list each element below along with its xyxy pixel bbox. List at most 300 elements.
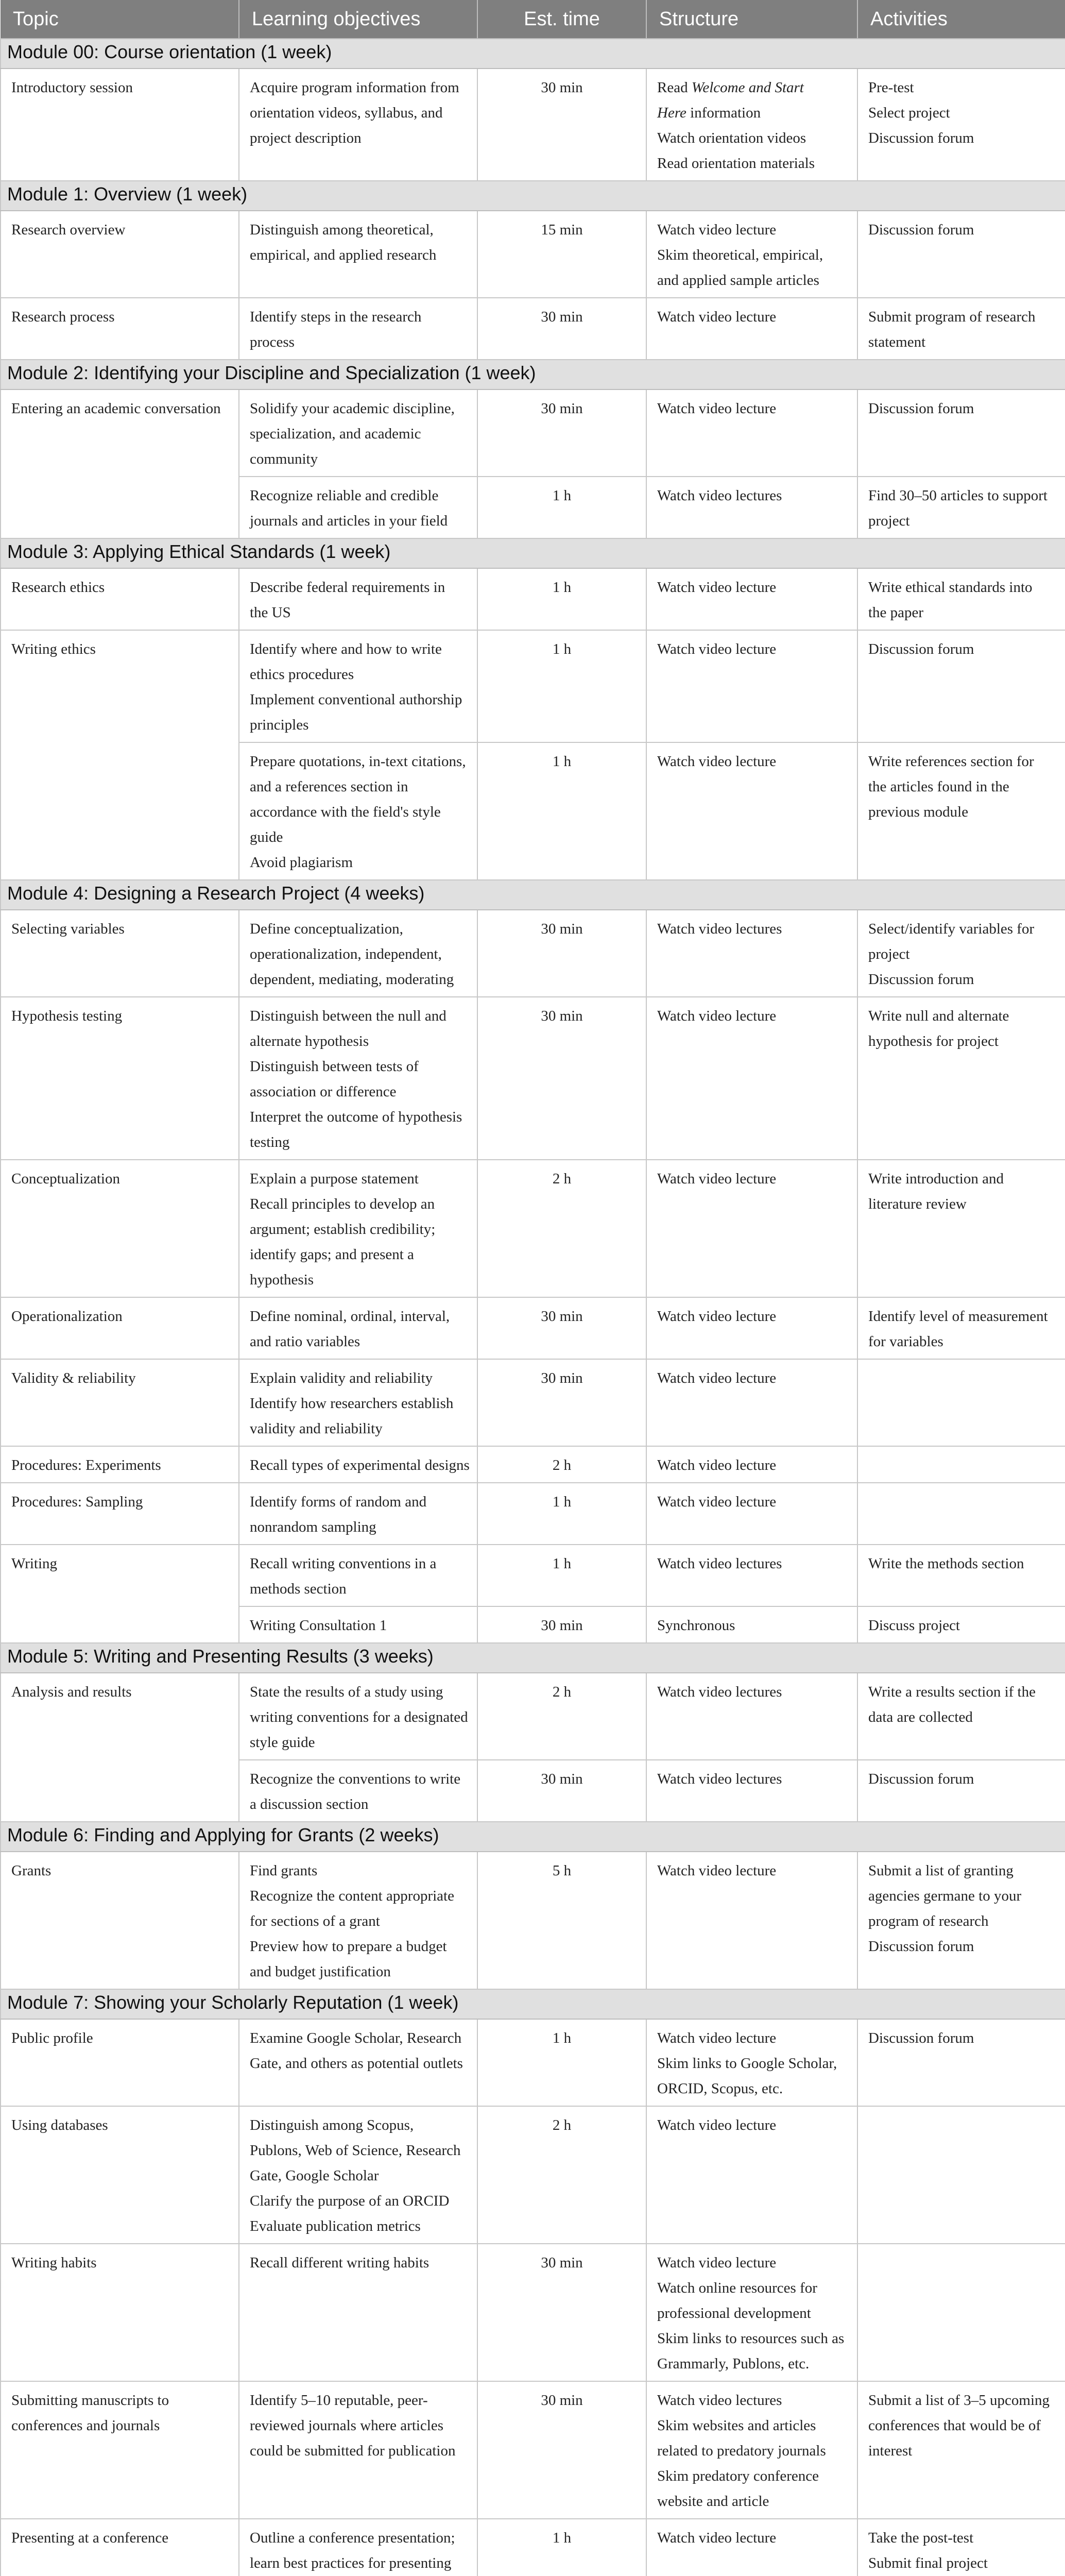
cell-line: Clarify the purpose of an ORCID xyxy=(250,2193,450,2209)
cell-line: Select/identify variables for xyxy=(868,921,1035,937)
cell-line: program of research xyxy=(868,1913,989,1929)
table-row xyxy=(1,2381,1065,2519)
cell-line: Discussion forum xyxy=(868,130,974,146)
cell-line: Submit a list of 3–5 upcoming xyxy=(868,2392,1050,2409)
cell-time: 1 h xyxy=(477,2519,646,2576)
cell-line: Watch orientation videos xyxy=(657,130,806,146)
cell-line: project xyxy=(868,946,910,962)
cell-line: previous module xyxy=(868,804,969,820)
cell-line: Identify level of measurement xyxy=(868,1308,1048,1325)
cell-structure xyxy=(646,298,857,360)
cell-line: interest xyxy=(868,2443,913,2459)
cell-objectives xyxy=(239,298,477,360)
cell-objectives xyxy=(239,69,477,181)
table-row xyxy=(1,1359,1065,1446)
cell-time: 1 h xyxy=(477,2019,646,2106)
cell-line: Identify where and how to write xyxy=(250,641,442,657)
module-row xyxy=(1,1822,1065,1852)
table-row xyxy=(1,1673,1065,1760)
cell-line: Distinguish between the null and xyxy=(250,1008,446,1024)
table-row xyxy=(1,1483,1065,1545)
cell-line: Publons, Web of Science, Research xyxy=(250,2142,461,2159)
cell-line: hypothesis xyxy=(250,1272,314,1288)
table-row xyxy=(1,1852,1065,1989)
cell-line: Recall writing conventions in a xyxy=(250,1555,437,1572)
table-row xyxy=(1,2519,1065,2576)
cell-line: Explain validity and reliability xyxy=(250,1370,433,1386)
cell-line: Skim theoretical, empirical, xyxy=(657,247,823,263)
cell-line: Gate, Google Scholar xyxy=(250,2167,379,2184)
cell-activities xyxy=(857,1359,1065,1446)
cell-topic: Writing habits xyxy=(1,2244,239,2381)
cell-line: Interpret the outcome of hypothesis xyxy=(250,1109,462,1125)
cell-line: and a references section in xyxy=(250,778,408,795)
cell-line: and applied sample articles xyxy=(657,272,819,289)
cell-line: Watch video lecture xyxy=(657,1370,777,1386)
cell-topic: Hypothesis testing xyxy=(1,997,239,1160)
module-title: Module 4: Designing a Research Project (4 weeks) xyxy=(1,880,1065,910)
cell-topic: Analysis and results xyxy=(1,1673,239,1822)
cell-line: Read Welcome and Start xyxy=(657,79,804,96)
cell-line: Skim links to resources such as xyxy=(657,2330,845,2347)
cell-structure xyxy=(646,389,857,477)
cell-line: Watch video lecture xyxy=(657,1008,777,1024)
module-row xyxy=(1,360,1065,389)
module-title: Module 6: Finding and Applying for Grants (2 weeks) xyxy=(1,1822,1065,1852)
header-structure: Structure xyxy=(646,0,857,39)
cell-line: Here information xyxy=(657,105,761,121)
cell-line: journals and articles in your field xyxy=(250,513,448,529)
table-row xyxy=(1,910,1065,997)
cell-time: 1 h xyxy=(477,742,646,880)
cell-line: argument; establish credibility; xyxy=(250,1221,436,1238)
cell-line: the articles found in the xyxy=(868,778,1009,795)
module-row xyxy=(1,181,1065,211)
cell-objectives xyxy=(239,568,477,630)
cell-line: Identify steps in the research xyxy=(250,309,422,325)
cell-objectives xyxy=(239,1483,477,1545)
cell-activities xyxy=(857,1160,1065,1297)
cell-structure xyxy=(646,1673,857,1760)
cell-line: Write ethical standards into xyxy=(868,579,1033,596)
cell-line: Explain a purpose statement xyxy=(250,1171,419,1187)
cell-line: website and article xyxy=(657,2493,769,2510)
cell-structure xyxy=(646,630,857,742)
module-title: Module 7: Showing your Scholarly Reputation (1 week) xyxy=(1,1989,1065,2019)
cell-objectives xyxy=(239,742,477,880)
cell-structure xyxy=(646,69,857,181)
module-title: Module 2: Identifying your Discipline and Specialization (1 week) xyxy=(1,360,1065,389)
cell-activities xyxy=(857,630,1065,742)
table-row xyxy=(1,997,1065,1160)
cell-activities xyxy=(857,1606,1065,1643)
cell-line: and ratio variables xyxy=(250,1333,360,1350)
cell-activities xyxy=(857,2244,1065,2381)
table-row xyxy=(1,389,1065,477)
cell-line: Distinguish between tests of xyxy=(250,1058,419,1075)
cell-line: Watch video lectures xyxy=(657,2392,782,2409)
cell-topic: Using databases xyxy=(1,2106,239,2244)
cell-structure xyxy=(646,568,857,630)
cell-line: Discussion forum xyxy=(868,400,974,417)
cell-activities xyxy=(857,1545,1065,1606)
cell-topic: Research process xyxy=(1,298,239,360)
cell-line: methods section xyxy=(250,1581,347,1597)
table-row xyxy=(1,2106,1065,2244)
cell-line: Take the post-test xyxy=(868,2530,974,2546)
cell-line: Recognize the conventions to write xyxy=(250,1771,461,1787)
cell-line: Watch video lecture xyxy=(657,400,777,417)
cell-objectives xyxy=(239,2019,477,2106)
cell-line: accordance with the field's style xyxy=(250,804,441,820)
cell-line: Watch video lecture xyxy=(657,2530,777,2546)
table-row xyxy=(1,1297,1065,1359)
cell-time: 30 min xyxy=(477,1606,646,1643)
cell-objectives xyxy=(239,2519,477,2576)
cell-structure xyxy=(646,2244,857,2381)
cell-line: a discussion section xyxy=(250,1796,369,1812)
cell-line: statement xyxy=(868,334,926,350)
header-learning-objectives: Learning objectives xyxy=(239,0,477,39)
cell-line: Identify how researchers establish xyxy=(250,1395,454,1412)
cell-line: Writing Consultation 1 xyxy=(250,1617,387,1634)
cell-topic: Grants xyxy=(1,1852,239,1989)
cell-line: orientation videos, syllabus, and xyxy=(250,105,443,121)
cell-structure xyxy=(646,1160,857,1297)
cell-objectives xyxy=(239,2381,477,2519)
cell-objectives xyxy=(239,910,477,997)
cell-line: principles xyxy=(250,717,309,733)
cell-objectives xyxy=(239,2106,477,2244)
table-row xyxy=(1,1446,1065,1483)
cell-line: Watch online resources for xyxy=(657,2280,817,2296)
table-row xyxy=(1,2019,1065,2106)
cell-activities xyxy=(857,298,1065,360)
cell-topic: Public profile xyxy=(1,2019,239,2106)
cell-objectives xyxy=(239,1446,477,1483)
cell-objectives xyxy=(239,1359,477,1446)
cell-activities xyxy=(857,1297,1065,1359)
cell-topic: Operationalization xyxy=(1,1297,239,1359)
cell-line: Write references section for xyxy=(868,753,1034,770)
cell-activities xyxy=(857,568,1065,630)
cell-topic: Research overview xyxy=(1,211,239,298)
cell-line: specialization, and academic xyxy=(250,426,421,442)
module-row xyxy=(1,1643,1065,1673)
cell-activities xyxy=(857,211,1065,298)
cell-line: association or difference xyxy=(250,1083,397,1100)
module-title: Module 5: Writing and Presenting Results (3 weeks) xyxy=(1,1643,1065,1673)
cell-time: 1 h xyxy=(477,630,646,742)
cell-time: 2 h xyxy=(477,1446,646,1483)
table-row xyxy=(1,69,1065,181)
cell-time: 2 h xyxy=(477,1673,646,1760)
cell-line: ethics procedures xyxy=(250,666,354,683)
cell-line: community xyxy=(250,451,318,467)
cell-time: 30 min xyxy=(477,1297,646,1359)
cell-structure xyxy=(646,997,857,1160)
cell-line: Watch video lecture xyxy=(657,2117,777,2133)
cell-line: Watch video lecture xyxy=(657,1171,777,1187)
cell-line: for variables xyxy=(868,1333,943,1350)
cell-line: Recognize reliable and credible xyxy=(250,487,439,504)
cell-topic: Validity & reliability xyxy=(1,1359,239,1446)
cell-time: 30 min xyxy=(477,1359,646,1446)
cell-line: Define conceptualization, xyxy=(250,921,403,937)
cell-line: Identify forms of random and xyxy=(250,1494,427,1510)
cell-line: Skim predatory conference xyxy=(657,2468,819,2484)
cell-line: and budget justification xyxy=(250,1963,391,1980)
cell-time: 30 min xyxy=(477,389,646,477)
cell-activities xyxy=(857,1446,1065,1483)
cell-activities xyxy=(857,2106,1065,2244)
table-body xyxy=(1,39,1065,2576)
cell-topic: Presenting at a conference xyxy=(1,2519,239,2576)
header-row xyxy=(1,0,1065,39)
cell-objectives xyxy=(239,1545,477,1606)
cell-activities xyxy=(857,1852,1065,1989)
cell-line: conferences that would be of xyxy=(868,2417,1041,2434)
cell-line: Pre-test xyxy=(868,79,914,96)
cell-line: Recall types of experimental designs xyxy=(250,1457,470,1473)
cell-line: Watch video lecture xyxy=(657,641,777,657)
cell-line: Grammarly, Publons, etc. xyxy=(657,2355,810,2372)
cell-line: Recall different writing habits xyxy=(250,2255,430,2271)
cell-structure xyxy=(646,2019,857,2106)
cell-structure xyxy=(646,2519,857,2576)
cell-structure xyxy=(646,1359,857,1446)
cell-topic: Procedures: Experiments xyxy=(1,1446,239,1483)
cell-line: Watch video lecture xyxy=(657,309,777,325)
cell-topic: Procedures: Sampling xyxy=(1,1483,239,1545)
table-row xyxy=(1,568,1065,630)
module-title: Module 1: Overview (1 week) xyxy=(1,181,1065,211)
module-row xyxy=(1,538,1065,568)
cell-line: Preview how to prepare a budget xyxy=(250,1938,447,1955)
module-row xyxy=(1,880,1065,910)
cell-objectives xyxy=(239,1760,477,1822)
cell-time: 15 min xyxy=(477,211,646,298)
cell-structure xyxy=(646,477,857,538)
cell-line: style guide xyxy=(250,1734,315,1751)
cell-line: Solidify your academic discipline, xyxy=(250,400,455,417)
cell-line: Read orientation materials xyxy=(657,155,815,172)
cell-time: 1 h xyxy=(477,568,646,630)
cell-line: the paper xyxy=(868,604,924,621)
cell-line: the US xyxy=(250,604,291,621)
cell-line: ORCID, Scopus, etc. xyxy=(657,2080,783,2097)
cell-line: Submit final project xyxy=(868,2555,988,2571)
cell-objectives xyxy=(239,2244,477,2381)
cell-objectives xyxy=(239,477,477,538)
cell-time: 1 h xyxy=(477,1545,646,1606)
cell-topic: Writing ethics xyxy=(1,630,239,880)
cell-activities xyxy=(857,2519,1065,2576)
cell-time: 30 min xyxy=(477,2244,646,2381)
cell-line: project xyxy=(868,513,910,529)
cell-activities xyxy=(857,2019,1065,2106)
cell-line: data are collected xyxy=(868,1709,973,1725)
cell-line: learn best practices for presenting xyxy=(250,2555,452,2571)
cell-line: identify gaps; and present a xyxy=(250,1246,414,1263)
cell-activities xyxy=(857,477,1065,538)
cell-line: validity and reliability xyxy=(250,1420,383,1437)
cell-line: Describe federal requirements in xyxy=(250,579,445,596)
cell-time: 30 min xyxy=(477,997,646,1160)
cell-time: 1 h xyxy=(477,1483,646,1545)
cell-structure xyxy=(646,2106,857,2244)
cell-line: could be submitted for publication xyxy=(250,2443,456,2459)
cell-objectives xyxy=(239,1606,477,1643)
cell-activities xyxy=(857,742,1065,880)
cell-topic: Entering an academic conversation xyxy=(1,389,239,538)
cell-line: Distinguish among theoretical, xyxy=(250,222,434,238)
cell-line: Gate, and others as potential outlets xyxy=(250,2055,463,2072)
header-topic: Topic xyxy=(1,0,239,39)
cell-line: agencies germane to your xyxy=(868,1888,1022,1904)
cell-line: Watch video lecture xyxy=(657,753,777,770)
module-title: Module 3: Applying Ethical Standards (1 week) xyxy=(1,538,1065,568)
cell-line: Discussion forum xyxy=(868,971,974,988)
cell-objectives xyxy=(239,1160,477,1297)
cell-structure xyxy=(646,742,857,880)
cell-line: process xyxy=(250,334,295,350)
cell-line: Select project xyxy=(868,105,950,121)
cell-time: 30 min xyxy=(477,69,646,181)
cell-line: Write null and alternate xyxy=(868,1008,1009,1024)
cell-line: Write the methods section xyxy=(868,1555,1024,1572)
cell-line: Skim websites and articles xyxy=(657,2417,816,2434)
cell-line: Watch video lectures xyxy=(657,1771,782,1787)
cell-line: Acquire program information from xyxy=(250,79,459,96)
cell-line: Discussion forum xyxy=(868,641,974,657)
table-row xyxy=(1,630,1065,742)
cell-line: nonrandom sampling xyxy=(250,1519,376,1535)
cell-line: Avoid plagiarism xyxy=(250,854,353,871)
cell-line: testing xyxy=(250,1134,290,1150)
header-est-time: Est. time xyxy=(477,0,646,39)
cell-time: 2 h xyxy=(477,2106,646,2244)
table-row xyxy=(1,2244,1065,2381)
cell-line: literature review xyxy=(868,1196,967,1212)
module-title: Module 00: Course orientation (1 week) xyxy=(1,39,1065,69)
cell-line: Discussion forum xyxy=(868,1938,974,1955)
italic-text: Welcome and Start xyxy=(691,79,804,96)
cell-line: State the results of a study using xyxy=(250,1684,443,1700)
cell-line: Examine Google Scholar, Research xyxy=(250,2030,462,2046)
cell-structure xyxy=(646,1545,857,1606)
cell-line: empirical, and applied research xyxy=(250,247,437,263)
cell-line: alternate hypothesis xyxy=(250,1033,369,1049)
cell-line: Watch video lecture xyxy=(657,1862,777,1879)
cell-line: Watch video lecture xyxy=(657,1494,777,1510)
cell-line: project description xyxy=(250,130,362,146)
cell-line: Watch video lectures xyxy=(657,1555,782,1572)
cell-activities xyxy=(857,69,1065,181)
cell-line: Watch video lectures xyxy=(657,921,782,937)
cell-line: dependent, mediating, moderating xyxy=(250,971,454,988)
cell-objectives xyxy=(239,1297,477,1359)
cell-time: 30 min xyxy=(477,910,646,997)
cell-line: Watch video lecture xyxy=(657,222,777,238)
table-row xyxy=(1,1545,1065,1606)
cell-line: Watch video lectures xyxy=(657,487,782,504)
cell-structure xyxy=(646,1483,857,1545)
cell-line: Discussion forum xyxy=(868,1771,974,1787)
cell-line: Watch video lecture xyxy=(657,2030,777,2046)
cell-structure xyxy=(646,211,857,298)
cell-line: Distinguish among Scopus, xyxy=(250,2117,414,2133)
cell-activities xyxy=(857,2381,1065,2519)
cell-line: Write introduction and xyxy=(868,1171,1004,1187)
cell-activities xyxy=(857,997,1065,1160)
cell-time: 1 h xyxy=(477,477,646,538)
cell-objectives xyxy=(239,997,477,1160)
table-row xyxy=(1,1160,1065,1297)
cell-line: related to predatory journals xyxy=(657,2443,826,2459)
module-row xyxy=(1,39,1065,69)
cell-topic: Submitting manuscripts to conferences and journals xyxy=(1,2381,239,2519)
cell-objectives xyxy=(239,211,477,298)
cell-line: Write a results section if the xyxy=(868,1684,1036,1700)
cell-time: 30 min xyxy=(477,298,646,360)
cell-activities xyxy=(857,910,1065,997)
cell-structure xyxy=(646,1852,857,1989)
cell-time: 5 h xyxy=(477,1852,646,1989)
cell-line: reviewed journals where articles xyxy=(250,2417,444,2434)
cell-topic: Research ethics xyxy=(1,568,239,630)
cell-activities xyxy=(857,389,1065,477)
cell-structure xyxy=(646,910,857,997)
cell-topic: Conceptualization xyxy=(1,1160,239,1297)
italic-text: Here xyxy=(657,105,686,121)
cell-objectives xyxy=(239,630,477,742)
table-row xyxy=(1,298,1065,360)
cell-structure xyxy=(646,1446,857,1483)
cell-line: Recognize the content appropriate xyxy=(250,1888,454,1904)
cell-line: Recall principles to develop an xyxy=(250,1196,435,1212)
cell-objectives xyxy=(239,1673,477,1760)
cell-line: hypothesis for project xyxy=(868,1033,999,1049)
cell-line: Submit a list of granting xyxy=(868,1862,1014,1879)
cell-activities xyxy=(857,1760,1065,1822)
cell-structure xyxy=(646,1760,857,1822)
cell-objectives xyxy=(239,1852,477,1989)
cell-line: Submit program of research xyxy=(868,309,1036,325)
cell-line: Identify 5–10 reputable, peer- xyxy=(250,2392,428,2409)
cell-line: Watch video lecture xyxy=(657,579,777,596)
cell-line: Prepare quotations, in-text citations, xyxy=(250,753,466,770)
cell-time: 30 min xyxy=(477,1760,646,1822)
cell-activities xyxy=(857,1673,1065,1760)
module-row xyxy=(1,1989,1065,2019)
cell-line: Watch video lectures xyxy=(657,1684,782,1700)
cell-line: for sections of a grant xyxy=(250,1913,380,1929)
cell-activities xyxy=(857,1483,1065,1545)
cell-line: Discussion forum xyxy=(868,2030,974,2046)
cell-line: writing conventions for a designated xyxy=(250,1709,468,1725)
table-row xyxy=(1,211,1065,298)
cell-line: Implement conventional authorship xyxy=(250,691,462,708)
cell-structure xyxy=(646,2381,857,2519)
cell-line: operationalization, independent, xyxy=(250,946,442,962)
cell-topic: Introductory session xyxy=(1,69,239,181)
cell-time: 2 h xyxy=(477,1160,646,1297)
cell-structure xyxy=(646,1297,857,1359)
cell-line: Skim links to Google Scholar, xyxy=(657,2055,837,2072)
cell-topic: Selecting variables xyxy=(1,910,239,997)
cell-line: Evaluate publication metrics xyxy=(250,2218,421,2234)
